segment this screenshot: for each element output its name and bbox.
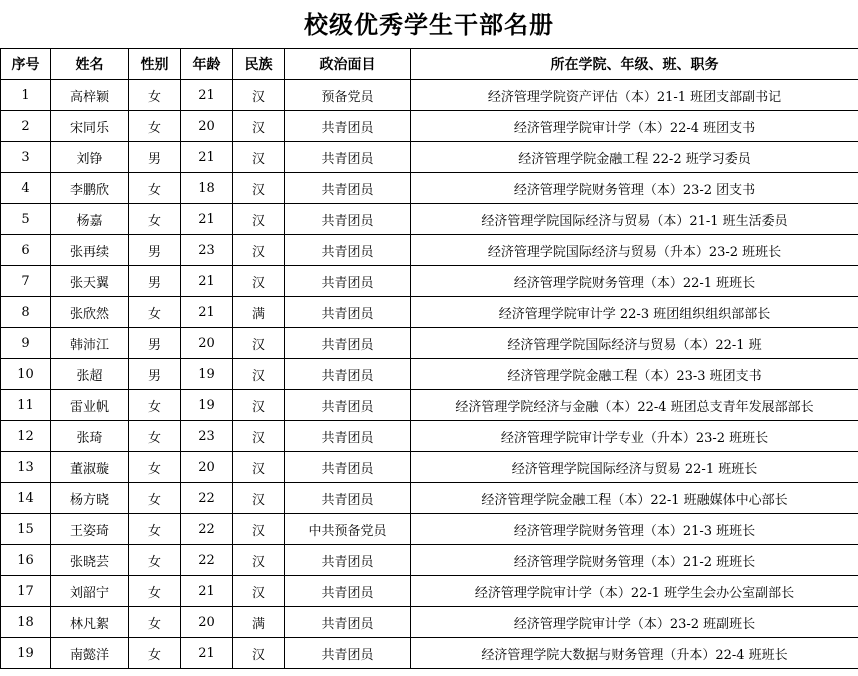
cell-index: 17 (1, 576, 51, 607)
cell-ethnicity: 汉 (233, 576, 285, 607)
cell-age: 23 (181, 421, 233, 452)
cell-ethnicity: 汉 (233, 328, 285, 359)
cell-name: 张超 (51, 359, 129, 390)
table-row (1, 204, 858, 235)
cell-name: 杨嘉 (51, 204, 129, 235)
cell-name: 韩沛江 (51, 328, 129, 359)
cell-political-status: 共青团员 (285, 607, 411, 638)
cell-name: 刘韶宁 (51, 576, 129, 607)
cell-gender: 男 (129, 328, 181, 359)
cell-political-status: 共青团员 (285, 297, 411, 328)
table-row (1, 328, 858, 359)
table-row (1, 297, 858, 328)
cell-gender: 女 (129, 607, 181, 638)
cell-ethnicity: 汉 (233, 638, 285, 669)
cell-gender: 女 (129, 576, 181, 607)
table-row (1, 452, 858, 483)
cell-unit-position: 经济管理学院审计学 22-3 班团组织组织部部长 (411, 297, 858, 328)
table-row (1, 576, 858, 607)
cell-name: 张再续 (51, 235, 129, 266)
cell-gender: 男 (129, 235, 181, 266)
cell-unit-position: 经济管理学院国际经济与贸易（本）22-1 班 (411, 328, 858, 359)
cell-ethnicity: 汉 (233, 483, 285, 514)
cell-political-status: 共青团员 (285, 421, 411, 452)
cell-political-status: 预备党员 (285, 80, 411, 111)
cell-unit-position: 经济管理学院大数据与财务管理（升本）22-4 班班长 (411, 638, 858, 669)
table-row (1, 359, 858, 390)
cell-index: 4 (1, 173, 51, 204)
cell-unit-position: 经济管理学院财务管理（本）23-2 团支书 (411, 173, 858, 204)
table-row (1, 266, 858, 297)
cell-gender: 女 (129, 390, 181, 421)
document-title: 校级优秀学生干部名册 (304, 10, 554, 39)
roster-table (0, 48, 858, 669)
cell-age: 21 (181, 576, 233, 607)
cell-political-status: 共青团员 (285, 204, 411, 235)
cell-name: 雷业帆 (51, 390, 129, 421)
cell-unit-position: 经济管理学院金融工程（本）23-3 班团支书 (411, 359, 858, 390)
cell-gender: 女 (129, 514, 181, 545)
cell-gender: 女 (129, 638, 181, 669)
table-row (1, 545, 858, 576)
cell-political-status: 中共预备党员 (285, 514, 411, 545)
header-ethnicity: 民族 (233, 49, 285, 80)
cell-unit-position: 经济管理学院国际经济与贸易（升本）23-2 班班长 (411, 235, 858, 266)
cell-age: 19 (181, 390, 233, 421)
table-row (1, 142, 858, 173)
cell-index: 11 (1, 390, 51, 421)
cell-name: 张天翼 (51, 266, 129, 297)
cell-name: 张晓芸 (51, 545, 129, 576)
cell-age: 22 (181, 545, 233, 576)
cell-gender: 女 (129, 483, 181, 514)
cell-unit-position: 经济管理学院审计学（本）22-1 班学生会办公室副部长 (411, 576, 858, 607)
header-unit-position: 所在学院、年级、班、职务 (411, 49, 858, 80)
cell-age: 21 (181, 142, 233, 173)
cell-index: 14 (1, 483, 51, 514)
cell-unit-position: 经济管理学院国际经济与贸易（本）21-1 班生活委员 (411, 204, 858, 235)
cell-gender: 女 (129, 80, 181, 111)
cell-age: 18 (181, 173, 233, 204)
cell-political-status: 共青团员 (285, 111, 411, 142)
cell-name: 张欣然 (51, 297, 129, 328)
cell-political-status: 共青团员 (285, 235, 411, 266)
cell-ethnicity: 汉 (233, 545, 285, 576)
cell-age: 20 (181, 452, 233, 483)
cell-gender: 女 (129, 452, 181, 483)
header-age: 年龄 (181, 49, 233, 80)
cell-name: 董淑璇 (51, 452, 129, 483)
cell-name: 高梓颖 (51, 80, 129, 111)
table-row (1, 483, 858, 514)
cell-name: 张琦 (51, 421, 129, 452)
cell-political-status: 共青团员 (285, 359, 411, 390)
cell-political-status: 共青团员 (285, 576, 411, 607)
cell-unit-position: 经济管理学院资产评估（本）21-1 班团支部副书记 (411, 80, 858, 111)
table-row (1, 607, 858, 638)
cell-index: 12 (1, 421, 51, 452)
cell-political-status: 共青团员 (285, 142, 411, 173)
cell-unit-position: 经济管理学院金融工程 22-2 班学习委员 (411, 142, 858, 173)
cell-gender: 女 (129, 173, 181, 204)
cell-age: 22 (181, 514, 233, 545)
cell-ethnicity: 汉 (233, 111, 285, 142)
cell-index: 2 (1, 111, 51, 142)
cell-index: 3 (1, 142, 51, 173)
cell-index: 19 (1, 638, 51, 669)
cell-ethnicity: 汉 (233, 173, 285, 204)
roster-body (1, 80, 858, 669)
cell-age: 20 (181, 607, 233, 638)
cell-index: 16 (1, 545, 51, 576)
cell-political-status: 共青团员 (285, 266, 411, 297)
cell-unit-position: 经济管理学院审计学（本）22-4 班团支书 (411, 111, 858, 142)
table-row (1, 421, 858, 452)
cell-ethnicity: 满 (233, 607, 285, 638)
cell-unit-position: 经济管理学院财务管理（本）21-2 班班长 (411, 545, 858, 576)
cell-political-status: 共青团员 (285, 638, 411, 669)
cell-political-status: 共青团员 (285, 452, 411, 483)
cell-age: 23 (181, 235, 233, 266)
cell-political-status: 共青团员 (285, 545, 411, 576)
cell-age: 21 (181, 638, 233, 669)
cell-age: 21 (181, 80, 233, 111)
cell-ethnicity: 汉 (233, 235, 285, 266)
cell-age: 21 (181, 297, 233, 328)
cell-age: 19 (181, 359, 233, 390)
cell-name: 王姿琦 (51, 514, 129, 545)
cell-gender: 男 (129, 142, 181, 173)
cell-age: 22 (181, 483, 233, 514)
cell-index: 10 (1, 359, 51, 390)
cell-ethnicity: 汉 (233, 204, 285, 235)
cell-gender: 女 (129, 111, 181, 142)
cell-unit-position: 经济管理学院审计学（本）23-2 班副班长 (411, 607, 858, 638)
table-row (1, 390, 858, 421)
cell-unit-position: 经济管理学院审计学专业（升本）23-2 班班长 (411, 421, 858, 452)
cell-ethnicity: 汉 (233, 390, 285, 421)
cell-ethnicity: 汉 (233, 514, 285, 545)
cell-political-status: 共青团员 (285, 483, 411, 514)
header-row (1, 49, 858, 80)
cell-index: 9 (1, 328, 51, 359)
cell-name: 林凡絮 (51, 607, 129, 638)
cell-name: 杨方晓 (51, 483, 129, 514)
cell-gender: 男 (129, 359, 181, 390)
cell-age: 21 (181, 204, 233, 235)
header-gender: 性别 (129, 49, 181, 80)
header-political-status: 政治面目 (285, 49, 411, 80)
cell-ethnicity: 满 (233, 297, 285, 328)
cell-unit-position: 经济管理学院国际经济与贸易 22-1 班班长 (411, 452, 858, 483)
cell-ethnicity: 汉 (233, 421, 285, 452)
cell-index: 18 (1, 607, 51, 638)
cell-ethnicity: 汉 (233, 266, 285, 297)
cell-index: 6 (1, 235, 51, 266)
cell-unit-position: 经济管理学院财务管理（本）21-3 班班长 (411, 514, 858, 545)
cell-name: 李鹏欣 (51, 173, 129, 204)
cell-index: 13 (1, 452, 51, 483)
cell-ethnicity: 汉 (233, 142, 285, 173)
cell-political-status: 共青团员 (285, 390, 411, 421)
cell-index: 1 (1, 80, 51, 111)
cell-gender: 男 (129, 266, 181, 297)
cell-index: 7 (1, 266, 51, 297)
cell-ethnicity: 汉 (233, 359, 285, 390)
cell-unit-position: 经济管理学院财务管理（本）22-1 班班长 (411, 266, 858, 297)
cell-ethnicity: 汉 (233, 452, 285, 483)
cell-gender: 女 (129, 545, 181, 576)
cell-political-status: 共青团员 (285, 173, 411, 204)
cell-index: 8 (1, 297, 51, 328)
table-row (1, 514, 858, 545)
cell-name: 南懿洋 (51, 638, 129, 669)
table-row (1, 638, 858, 669)
cell-political-status: 共青团员 (285, 328, 411, 359)
cell-age: 20 (181, 328, 233, 359)
cell-age: 21 (181, 266, 233, 297)
table-row (1, 173, 858, 204)
cell-unit-position: 经济管理学院经济与金融（本）22-4 班团总支青年发展部部长 (411, 390, 858, 421)
table-row (1, 111, 858, 142)
table-row (1, 235, 858, 266)
header-index: 序号 (1, 49, 51, 80)
table-row (1, 80, 858, 111)
cell-unit-position: 经济管理学院金融工程（本）22-1 班融媒体中心部长 (411, 483, 858, 514)
cell-gender: 女 (129, 421, 181, 452)
cell-name: 刘铮 (51, 142, 129, 173)
cell-index: 15 (1, 514, 51, 545)
cell-gender: 女 (129, 297, 181, 328)
cell-name: 宋同乐 (51, 111, 129, 142)
cell-age: 20 (181, 111, 233, 142)
cell-ethnicity: 汉 (233, 80, 285, 111)
header-name: 姓名 (51, 49, 129, 80)
cell-index: 5 (1, 204, 51, 235)
cell-gender: 女 (129, 204, 181, 235)
